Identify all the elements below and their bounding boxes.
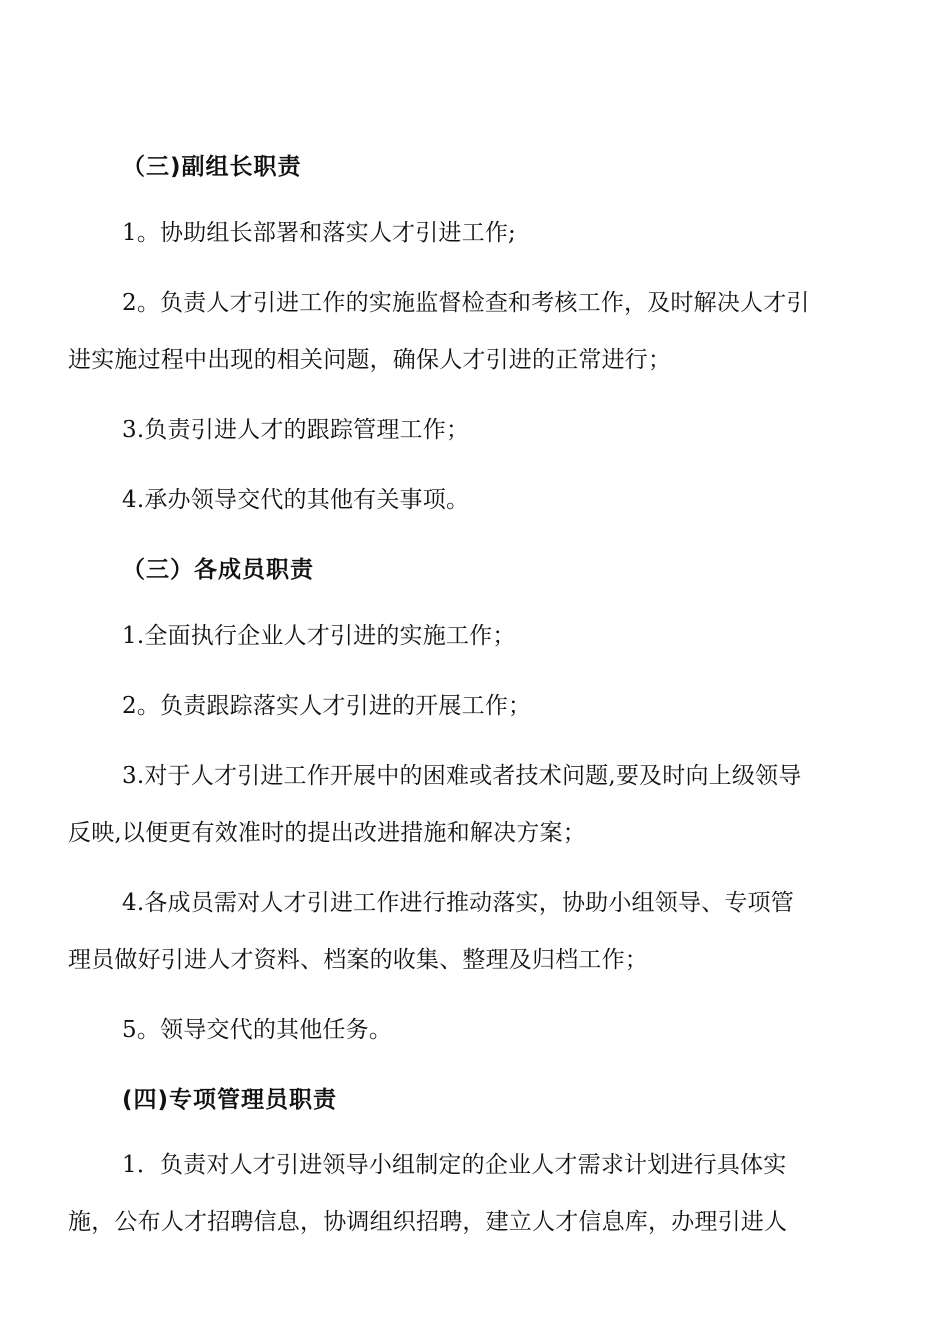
paragraph-line: 理员做好引进人才资料、档案的收集、整理及归档工作； <box>68 947 648 973</box>
paragraph-line: 2。负责人才引进工作的实施监督检查和考核工作，及时解决人才引 <box>122 290 810 316</box>
paragraph-line: 1.全面执行企业人才引进的实施工作； <box>122 623 516 649</box>
paragraph-line: 2。负责跟踪落实人才引进的开展工作； <box>122 693 532 719</box>
section-heading-members: （三）各成员职责 <box>122 557 314 583</box>
paragraph-line: 4.承办领导交代的其他有关事项。 <box>122 487 470 513</box>
paragraph-line: 5。领导交代的其他任务。 <box>122 1017 393 1043</box>
section-heading-deputy-leader: （三)副组长职责 <box>122 154 302 180</box>
paragraph-line: 1．负责对人才引进领导小组制定的企业人才需求计划进行具体实 <box>122 1152 787 1178</box>
paragraph-line: 3.对于人才引进工作开展中的困难或者技术问题,要及时向上级领导 <box>122 763 802 789</box>
paragraph-line: 3.负责引进人才的跟踪管理工作； <box>122 417 470 443</box>
paragraph-line: 4.各成员需对人才引进工作进行推动落实，协助小组领导、专项管 <box>122 890 794 916</box>
paragraph-line: 进实施过程中出现的相关问题，确保人才引进的正常进行； <box>68 347 672 373</box>
paragraph-line: 1。协助组长部署和落实人才引进工作; <box>122 220 516 246</box>
paragraph-line: 反映,以便更有效准时的提出改进措施和解决方案； <box>68 820 586 846</box>
paragraph-line: 施，公布人才招聘信息，协调组织招聘，建立人才信息库，办理引进人 <box>68 1209 788 1235</box>
section-heading-project-manager: (四)专项管理员职责 <box>122 1087 338 1113</box>
